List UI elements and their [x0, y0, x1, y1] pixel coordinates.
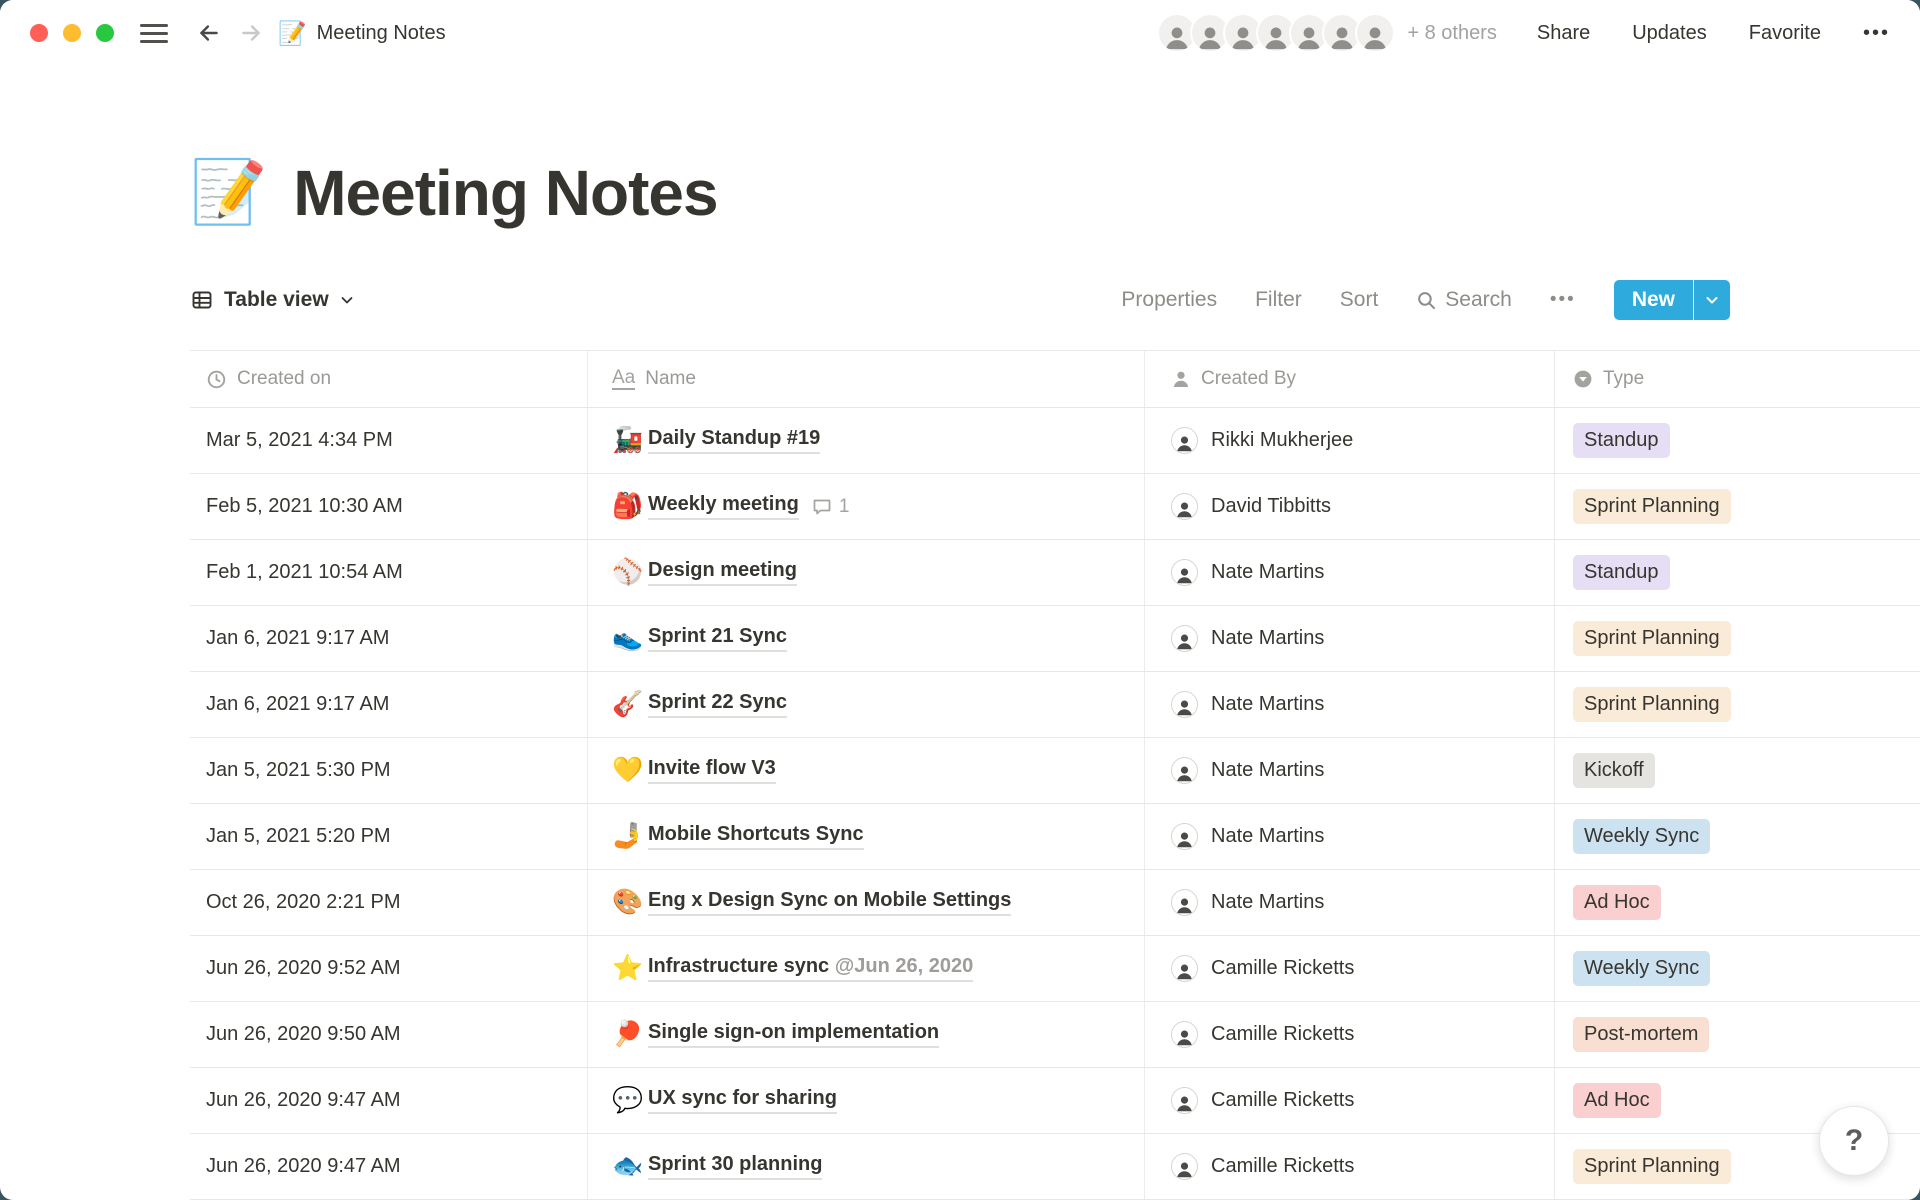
table-view-icon — [190, 288, 214, 312]
column-header-name[interactable]: Aa Name — [588, 351, 1145, 407]
new-button-label[interactable]: New — [1614, 280, 1693, 320]
memo-emoji-icon: 📝 — [278, 19, 307, 46]
created-on-value: Jun 26, 2020 9:47 AM — [206, 1089, 401, 1111]
table-row — [190, 870, 1920, 936]
window-controls — [30, 24, 114, 42]
forward-arrow-icon[interactable] — [236, 18, 266, 48]
created-by-name: Nate Martins — [1211, 693, 1325, 715]
page-emoji-icon: ⭐ — [612, 954, 644, 982]
created-on-value: Mar 5, 2021 4:34 PM — [206, 429, 393, 451]
type-badge[interactable]: Weekly Sync — [1573, 951, 1710, 986]
user-avatar — [1171, 559, 1198, 586]
page-header — [190, 154, 1920, 232]
type-badge[interactable]: Standup — [1573, 423, 1670, 458]
favorite-button[interactable]: Favorite — [1748, 21, 1821, 44]
page-memo-emoji-icon[interactable]: 📝 — [190, 158, 268, 227]
page-link[interactable]: Design meeting — [648, 559, 797, 586]
page-emoji-icon: 💬 — [612, 1086, 644, 1114]
created-by-cell[interactable] — [1145, 936, 1555, 1001]
page-link[interactable]: Sprint 30 planning — [648, 1153, 822, 1180]
name-cell[interactable] — [588, 606, 1145, 671]
created-on-cell[interactable] — [190, 870, 588, 935]
created-on-value: Jan 6, 2021 9:17 AM — [206, 693, 390, 715]
text-aa-icon: Aa — [612, 368, 635, 391]
zoom-window-button[interactable] — [96, 24, 114, 42]
user-avatar — [1171, 1153, 1198, 1180]
updates-button[interactable]: Updates — [1632, 21, 1707, 44]
created-by-cell[interactable] — [1145, 1002, 1555, 1067]
table-row — [190, 540, 1920, 606]
name-cell[interactable] — [588, 408, 1145, 473]
type-badge[interactable]: Sprint Planning — [1573, 489, 1731, 524]
created-on-cell[interactable] — [190, 936, 588, 1001]
type-cell[interactable] — [1555, 1002, 1920, 1067]
page-emoji-icon: 🤳 — [612, 822, 644, 850]
type-badge[interactable]: Ad Hoc — [1573, 1083, 1661, 1118]
created-by-cell[interactable] — [1145, 1068, 1555, 1133]
name-cell[interactable] — [588, 804, 1145, 869]
page-link[interactable]: Invite flow V3 — [648, 757, 776, 784]
properties-button[interactable]: Properties — [1121, 288, 1218, 311]
created-by-name: Nate Martins — [1211, 627, 1325, 649]
minimize-window-button[interactable] — [63, 24, 81, 42]
created-by-cell[interactable] — [1145, 870, 1555, 935]
type-badge[interactable]: Weekly Sync — [1573, 819, 1710, 854]
created-on-cell[interactable] — [190, 408, 588, 473]
name-cell[interactable] — [588, 672, 1145, 737]
select-icon — [1573, 369, 1593, 389]
page-emoji-icon: 🎸 — [612, 690, 644, 718]
help-button[interactable]: ? — [1819, 1106, 1889, 1176]
page-emoji-icon: 🐟 — [612, 1152, 644, 1180]
created-on-value: Jan 5, 2021 5:30 PM — [206, 759, 391, 781]
created-by-name: Camille Ricketts — [1211, 1089, 1355, 1111]
clock-icon — [206, 369, 227, 390]
created-on-value: Jun 26, 2020 9:50 AM — [206, 1023, 401, 1045]
name-cell[interactable] — [588, 870, 1145, 935]
page-link[interactable]: Infrastructure sync @Jun 26, 2020 — [648, 955, 973, 982]
comment-count[interactable]: 1 — [811, 496, 850, 518]
created-on-cell[interactable] — [190, 606, 588, 671]
created-by-cell[interactable] — [1145, 672, 1555, 737]
created-on-value: Feb 1, 2021 10:54 AM — [206, 561, 403, 583]
comment-bubble-icon — [811, 496, 833, 518]
page-body — [0, 154, 1920, 1200]
presence-avatars — [1157, 13, 1395, 53]
table-row — [190, 738, 1920, 804]
created-by-cell[interactable] — [1145, 408, 1555, 473]
created-by-cell[interactable] — [1145, 804, 1555, 869]
toolbar-actions — [1121, 280, 1730, 320]
page-emoji-icon: 👟 — [612, 624, 644, 652]
back-arrow-icon[interactable] — [194, 18, 224, 48]
table-header — [190, 350, 1920, 408]
name-cell[interactable] — [588, 1134, 1145, 1199]
page-link[interactable]: Sprint 21 Sync — [648, 625, 787, 652]
page-link[interactable]: Eng x Design Sync on Mobile Settings — [648, 889, 1011, 916]
search-button[interactable] — [1416, 288, 1512, 312]
type-cell[interactable] — [1555, 672, 1920, 737]
created-on-cell[interactable] — [190, 540, 588, 605]
name-cell[interactable] — [588, 936, 1145, 1001]
type-badge[interactable]: Standup — [1573, 555, 1670, 590]
table-row — [190, 408, 1920, 474]
type-cell[interactable] — [1555, 738, 1920, 803]
created-on-cell[interactable] — [190, 738, 588, 803]
created-by-cell[interactable] — [1145, 540, 1555, 605]
sidebar-menu-icon[interactable] — [140, 24, 168, 43]
type-cell[interactable] — [1555, 804, 1920, 869]
new-button[interactable] — [1614, 280, 1730, 320]
name-cell[interactable] — [588, 540, 1145, 605]
user-avatar[interactable] — [1355, 13, 1395, 53]
table-row — [190, 474, 1920, 540]
type-badge[interactable]: Sprint Planning — [1573, 1149, 1731, 1184]
table-row — [190, 804, 1920, 870]
page-emoji-icon: 🎒 — [612, 492, 644, 520]
type-cell[interactable] — [1555, 606, 1920, 671]
type-cell[interactable] — [1555, 408, 1920, 473]
name-cell[interactable] — [588, 474, 1145, 539]
column-header-type[interactable]: Type — [1555, 351, 1920, 407]
page-link[interactable]: UX sync for sharing — [648, 1087, 837, 1114]
topbar-actions — [1537, 22, 1890, 45]
table-row — [190, 672, 1920, 738]
created-by-name: Rikki Mukherjee — [1211, 429, 1354, 451]
created-by-name: Nate Martins — [1211, 825, 1325, 847]
type-cell[interactable] — [1555, 870, 1920, 935]
page-link[interactable]: Mobile Shortcuts Sync — [648, 823, 864, 850]
table-row — [190, 1134, 1920, 1200]
page-emoji-icon: 🚂 — [612, 426, 644, 454]
type-badge[interactable]: Sprint Planning — [1573, 621, 1731, 656]
user-avatar — [1171, 823, 1198, 850]
created-on-value: Oct 26, 2020 2:21 PM — [206, 891, 401, 913]
created-on-cell[interactable] — [190, 1068, 588, 1133]
user-avatar — [1171, 625, 1198, 652]
created-by-cell[interactable] — [1145, 606, 1555, 671]
page-emoji-icon: ⚾ — [612, 558, 644, 586]
close-window-button[interactable] — [30, 24, 48, 42]
user-avatar — [1171, 1087, 1198, 1114]
person-icon — [1171, 369, 1191, 389]
created-by-name: Nate Martins — [1211, 891, 1325, 913]
sort-button[interactable]: Sort — [1339, 288, 1379, 311]
chevron-down-icon — [339, 292, 355, 308]
type-badge[interactable]: Sprint Planning — [1573, 687, 1731, 722]
breadcrumb[interactable] — [278, 19, 446, 46]
created-by-name: Camille Ricketts — [1211, 1023, 1355, 1045]
user-avatar — [1171, 427, 1198, 454]
date-mention: @Jun 26, 2020 — [829, 955, 974, 977]
created-on-cell[interactable] — [190, 804, 588, 869]
created-on-cell[interactable] — [190, 474, 588, 539]
toolbar-more-icon[interactable]: ••• — [1549, 289, 1576, 310]
created-by-name: Nate Martins — [1211, 759, 1325, 781]
created-on-cell[interactable] — [190, 1134, 588, 1199]
page-link[interactable]: Sprint 22 Sync — [648, 691, 787, 718]
table-row — [190, 936, 1920, 1002]
created-by-cell[interactable] — [1145, 738, 1555, 803]
search-label: Search — [1445, 288, 1512, 311]
type-badge[interactable]: Post-mortem — [1573, 1017, 1709, 1052]
name-cell[interactable] — [588, 1068, 1145, 1133]
breadcrumb-title: Meeting Notes — [316, 21, 446, 44]
page-title[interactable]: Meeting Notes — [293, 157, 718, 229]
presence-others-count[interactable]: + 8 others — [1407, 21, 1497, 44]
created-by-name: Nate Martins — [1211, 561, 1325, 583]
name-cell[interactable] — [588, 738, 1145, 803]
user-avatar — [1171, 889, 1198, 916]
view-name: Table view — [224, 288, 329, 311]
database-toolbar — [190, 278, 1730, 322]
view-switcher[interactable] — [190, 288, 355, 312]
name-cell[interactable] — [588, 1002, 1145, 1067]
created-on-value: Jun 26, 2020 9:52 AM — [206, 957, 401, 979]
table-body — [190, 408, 1920, 1200]
created-by-name: Camille Ricketts — [1211, 957, 1355, 979]
table-row — [190, 1068, 1920, 1134]
share-button[interactable]: Share — [1536, 21, 1591, 44]
created-by-cell[interactable] — [1145, 474, 1555, 539]
type-cell[interactable] — [1555, 474, 1920, 539]
created-on-cell[interactable] — [190, 1002, 588, 1067]
created-by-name: David Tibbitts — [1211, 495, 1332, 517]
created-on-cell[interactable] — [190, 672, 588, 737]
created-on-value: Jan 5, 2021 5:20 PM — [206, 825, 391, 847]
table-row — [190, 606, 1920, 672]
user-avatar — [1171, 757, 1198, 784]
table-row — [190, 1002, 1920, 1068]
new-dropdown-chevron-icon[interactable] — [1694, 280, 1730, 320]
column-header-created-by[interactable]: Created By — [1145, 351, 1555, 407]
more-options-icon[interactable]: ••• — [1862, 21, 1890, 44]
created-on-value: Feb 5, 2021 10:30 AM — [206, 495, 403, 517]
column-header-created-on[interactable]: Created on — [190, 351, 588, 407]
created-on-value: Jan 6, 2021 9:17 AM — [206, 627, 390, 649]
top-bar — [0, 0, 1920, 66]
user-avatar — [1171, 1021, 1198, 1048]
page-link[interactable]: Weekly meeting — [648, 493, 799, 520]
user-avatar — [1171, 493, 1198, 520]
page-emoji-icon: 🎨 — [612, 888, 644, 916]
type-badge[interactable]: Kickoff — [1573, 753, 1655, 788]
type-cell[interactable] — [1555, 540, 1920, 605]
created-by-cell[interactable] — [1145, 1134, 1555, 1199]
page-link[interactable]: Single sign-on implementation — [648, 1021, 939, 1048]
page-emoji-icon: 💛 — [612, 756, 644, 784]
search-icon — [1416, 290, 1437, 311]
type-cell[interactable] — [1555, 936, 1920, 1001]
user-avatar — [1171, 691, 1198, 718]
user-avatar — [1171, 955, 1198, 982]
meeting-notes-table — [190, 350, 1920, 1200]
filter-button[interactable]: Filter — [1255, 288, 1302, 311]
type-badge[interactable]: Ad Hoc — [1573, 885, 1661, 920]
created-on-value: Jun 26, 2020 9:47 AM — [206, 1155, 401, 1177]
page-emoji-icon: 🏓 — [612, 1020, 644, 1048]
created-by-name: Camille Ricketts — [1211, 1155, 1355, 1177]
page-link[interactable]: Daily Standup #19 — [648, 427, 820, 454]
